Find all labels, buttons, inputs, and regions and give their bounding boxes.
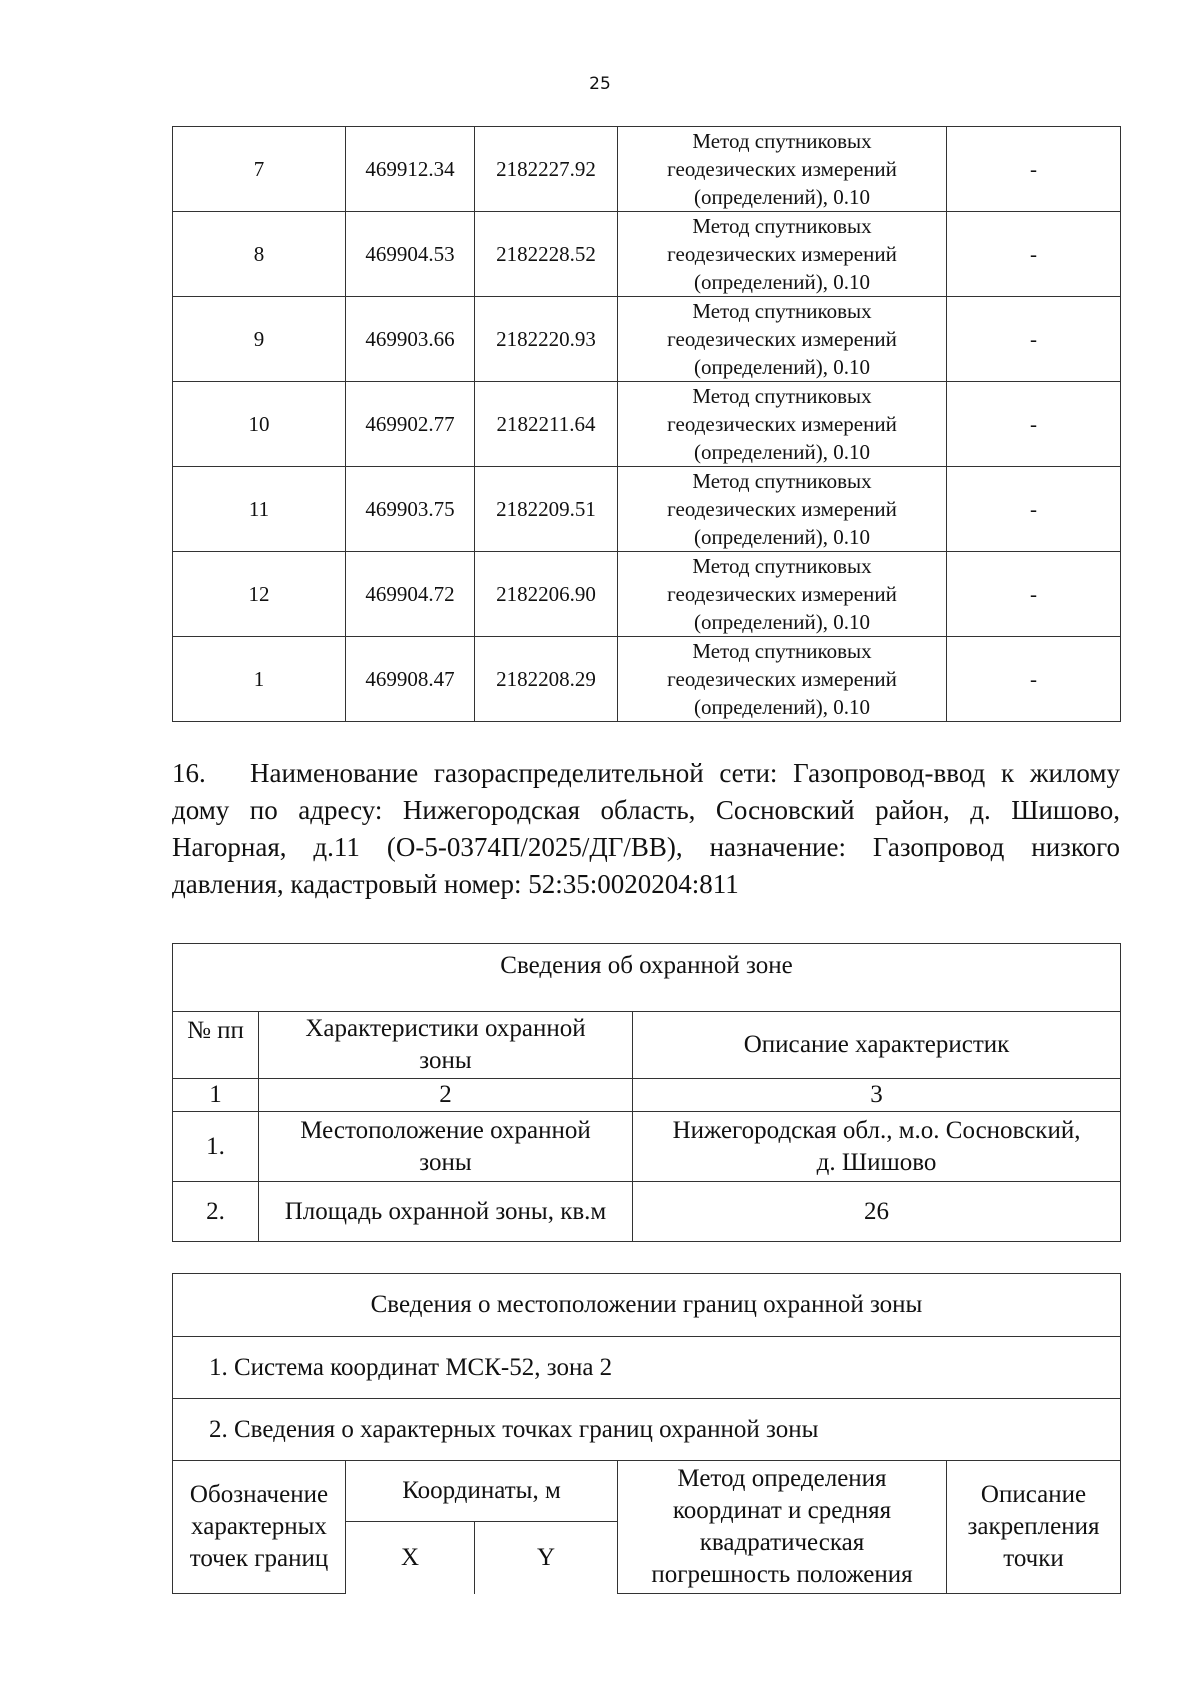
- method-line: (определений), 0.10: [693, 355, 871, 379]
- method-line: геодезических измерений: [667, 412, 897, 436]
- method-cell: [618, 637, 947, 722]
- point-number: 11: [173, 467, 346, 552]
- method-cell: [618, 467, 947, 552]
- coordinate-row: [173, 212, 1121, 297]
- coord-y: 2182211.64: [475, 382, 618, 467]
- coord-y: 2182228.52: [475, 212, 618, 297]
- header-desc-line2: закрепления: [967, 1513, 1100, 1540]
- section-number: 16.: [172, 758, 206, 788]
- coord-y: 2182209.51: [475, 467, 618, 552]
- header-characteristics: [259, 1012, 633, 1079]
- header-description: Описание характеристик: [633, 1012, 1121, 1079]
- method-cell: [618, 127, 947, 212]
- fixing-description: -: [947, 382, 1121, 467]
- row-characteristic-line1: Местоположение охранной: [300, 1116, 591, 1144]
- method-cell: [618, 382, 947, 467]
- coord-x: 469904.53: [346, 212, 475, 297]
- coord-x: 469903.66: [346, 297, 475, 382]
- row-description-line1: Нижегородская обл., м.о. Сосновский,: [672, 1116, 1081, 1144]
- point-number: 10: [173, 382, 346, 467]
- method-cell: [618, 297, 947, 382]
- header-number: № пп: [173, 1012, 259, 1079]
- method-line: Метод спутниковых: [692, 214, 872, 238]
- header-y: Y: [475, 1522, 618, 1594]
- coord-x: 469908.47: [346, 637, 475, 722]
- header-x: X: [346, 1522, 475, 1594]
- coord-y: 2182206.90: [475, 552, 618, 637]
- header-desc-line3: точки: [1003, 1545, 1064, 1572]
- header-point-designation: [173, 1461, 346, 1594]
- point-number: 7: [173, 127, 346, 212]
- header-method-line1: Метод определения: [677, 1465, 887, 1492]
- zone-table-title: Сведения об охранной зоне: [173, 944, 1121, 1012]
- header-point-line3: точек границ: [189, 1545, 329, 1572]
- method-line: (определений), 0.10: [693, 525, 871, 549]
- coordinate-row: [173, 127, 1121, 212]
- coordinate-system-line: 1. Система координат МСК-52, зона 2: [173, 1337, 1121, 1399]
- header-characteristics-line2: зоны: [419, 1047, 472, 1074]
- coord-y: 2182227.92: [475, 127, 618, 212]
- method-line: (определений), 0.10: [693, 610, 871, 634]
- boundary-points-table: [172, 1273, 1121, 1594]
- method-line: (определений), 0.10: [693, 270, 871, 294]
- method-line: (определений), 0.10: [693, 185, 871, 209]
- row-description: [633, 1112, 1121, 1182]
- coord-x: 469912.34: [346, 127, 475, 212]
- row-characteristic-line2: зоны: [419, 1148, 472, 1176]
- method-line: (определений), 0.10: [693, 695, 871, 719]
- fixing-description: -: [947, 297, 1121, 382]
- method-line: (определений), 0.10: [693, 440, 871, 464]
- coordinate-row: [173, 467, 1121, 552]
- method-cell: [618, 212, 947, 297]
- header-characteristics-line1: Характеристики охранной: [305, 1015, 586, 1042]
- method-line: геодезических измерений: [667, 497, 897, 521]
- header-point-line2: характерных: [191, 1513, 327, 1540]
- header-method-line2: координат и средняя: [672, 1497, 892, 1524]
- fixing-description: -: [947, 637, 1121, 722]
- coordinate-row: [173, 552, 1121, 637]
- coord-y: 2182208.29: [475, 637, 618, 722]
- point-number: 12: [173, 552, 346, 637]
- section-text: Наименование газораспределительной сети: Газопровод-ввод к жилому дому по адресу: Нижегородская область, Сосновский район, д. Шишово, Нагорная, д.11 (О-5-0374П/2025/ДГ/ВВ), назначение: Газопровод низкого давления, кадастровый номер: 52:35:0020204:811: [172, 758, 1120, 899]
- index-cell: 1: [173, 1079, 259, 1112]
- method-line: геодезических измерений: [667, 242, 897, 266]
- coordinate-row: [173, 382, 1121, 467]
- fixing-description: -: [947, 467, 1121, 552]
- method-cell: [618, 552, 947, 637]
- header-fixing-description: [947, 1461, 1121, 1594]
- coord-y: 2182220.93: [475, 297, 618, 382]
- protection-zone-table: [172, 943, 1121, 1242]
- row-characteristic: [259, 1112, 633, 1182]
- points-info-line: 2. Сведения о характерных точках границ охранной зоны: [173, 1399, 1121, 1461]
- method-line: геодезических измерений: [667, 157, 897, 181]
- coord-x: 469904.72: [346, 552, 475, 637]
- header-desc-line1: Описание: [980, 1481, 1087, 1508]
- page-number: 25: [589, 74, 611, 94]
- row-description-line2: д. Шишово: [816, 1148, 937, 1176]
- coord-x: 469902.77: [346, 382, 475, 467]
- coordinate-row: [173, 297, 1121, 382]
- method-line: Метод спутниковых: [692, 554, 872, 578]
- coordinate-row: [173, 637, 1121, 722]
- method-line: Метод спутниковых: [692, 384, 872, 408]
- fixing-description: -: [947, 552, 1121, 637]
- row-number: 1.: [173, 1112, 259, 1182]
- coord-x: 469903.75: [346, 467, 475, 552]
- method-line: Метод спутниковых: [692, 299, 872, 323]
- point-number: 9: [173, 297, 346, 382]
- index-cell: 2: [259, 1079, 633, 1112]
- index-cell: 3: [633, 1079, 1121, 1112]
- header-method-line3: квадратическая: [699, 1529, 865, 1556]
- method-line: Метод спутниковых: [692, 469, 872, 493]
- method-line: геодезических измерений: [667, 327, 897, 351]
- header-coordinates: Координаты, м: [346, 1461, 618, 1522]
- bounds-table-title: Сведения о местоположении границ охранной зоны: [173, 1274, 1121, 1337]
- coordinates-table: [172, 126, 1121, 722]
- method-line: геодезических измерений: [667, 582, 897, 606]
- method-line: Метод спутниковых: [692, 639, 872, 663]
- header-method-line4: погрешность положения: [651, 1561, 913, 1588]
- row-description: 26: [633, 1182, 1121, 1242]
- row-number: 2.: [173, 1182, 259, 1242]
- fixing-description: -: [947, 212, 1121, 297]
- section-16-paragraph: [172, 755, 1120, 903]
- header-method: [618, 1461, 947, 1594]
- header-point-line1: Обозначение: [189, 1481, 329, 1508]
- method-line: геодезических измерений: [667, 667, 897, 691]
- method-line: Метод спутниковых: [692, 129, 872, 153]
- fixing-description: -: [947, 127, 1121, 212]
- point-number: 8: [173, 212, 346, 297]
- row-characteristic: Площадь охранной зоны, кв.м: [259, 1182, 633, 1242]
- point-number: 1: [173, 637, 346, 722]
